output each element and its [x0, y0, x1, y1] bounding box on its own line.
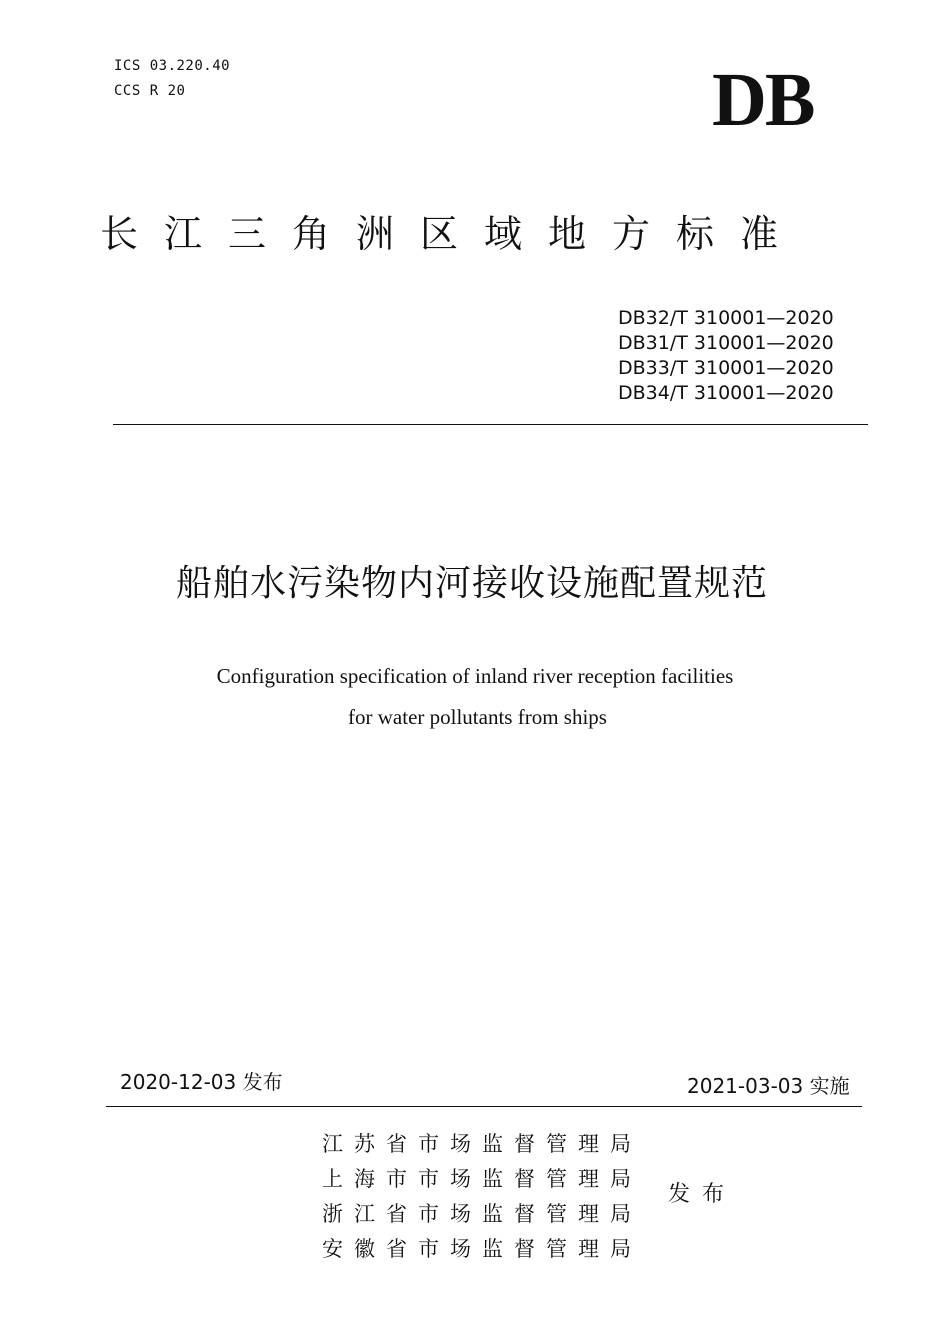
- issuer-zhejiang: 浙江省市场监督管理局: [322, 1202, 642, 1226]
- implementation-date: 2021-03-03 实施: [687, 1074, 850, 1098]
- ccs-code: CCS R 20: [114, 83, 186, 99]
- standard-type-heading: 长江三角洲区域地方标准: [100, 212, 805, 256]
- issuer-jiangsu: 江苏省市场监督管理局: [322, 1132, 642, 1156]
- ics-code: ICS 03.220.40: [114, 58, 231, 74]
- standard-number: DB34/T 310001—2020: [618, 382, 834, 404]
- issuer-anhui: 安徽省市场监督管理局: [322, 1237, 642, 1261]
- bottom-divider: [106, 1106, 862, 1107]
- issue-date: 2020-12-03 发布: [120, 1070, 283, 1094]
- issuer-shanghai: 上海市市场监督管理局: [322, 1167, 642, 1191]
- standard-number: DB32/T 310001—2020: [618, 307, 834, 329]
- english-title-line-1: Configuration specification of inland river reception facilities: [216, 664, 734, 688]
- standard-number: DB33/T 310001—2020: [618, 357, 834, 379]
- publish-label: 发布: [668, 1182, 737, 1207]
- standard-number: DB31/T 310001—2020: [618, 332, 834, 354]
- english-title-line-2: for water pollutants from ships: [348, 705, 607, 729]
- db-logo: DB: [712, 58, 814, 142]
- top-divider: [113, 424, 868, 425]
- chinese-title: 船舶水污染物内河接收设施配置规范: [175, 563, 768, 604]
